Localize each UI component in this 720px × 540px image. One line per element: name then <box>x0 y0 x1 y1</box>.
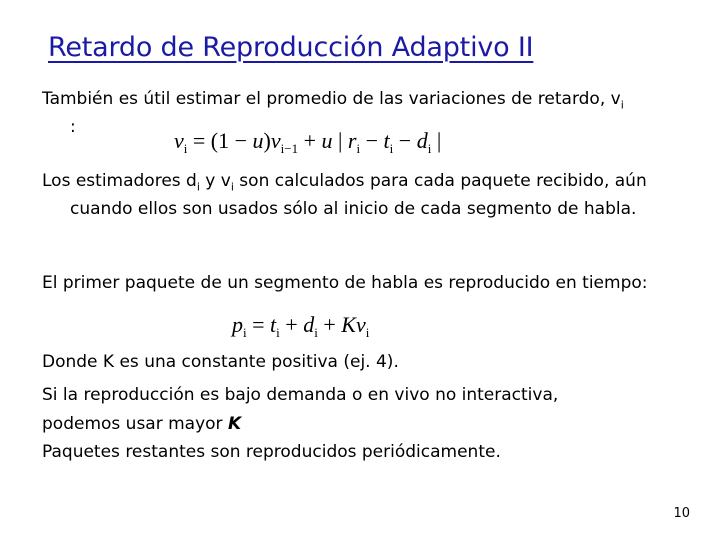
text-remaining-packets: Paquetes restantes son reproducidos periódicamente. <box>42 442 501 462</box>
formula-variation: $v_i = (1 - u)v_{i-1} + u$ | $r_i - t_i - d_i$ | <box>174 128 442 156</box>
paragraph-variation-estimate: También es útil estimar el promedio de las variaciones de retardo, $v_i$ : <box>42 89 624 138</box>
formula-playout: $p_i = t_i + d_i + Kv_i$ <box>232 312 370 340</box>
page-number: 10 <box>673 506 690 521</box>
paragraph-estimators: Los estimadores $d_i$ y $v_i$ son calculados para cada paquete recibido, aún cuando ellos son usados sólo al inicio de cada segmento de habla. <box>42 171 647 220</box>
slide-title: Retardo de Reproducción Adaptivo II <box>48 32 534 63</box>
text-larger-k: podemos usar mayor K <box>42 414 242 434</box>
text-on-demand: Si la reproducción es bajo demanda o en vivo no interactiva, <box>42 385 559 405</box>
paragraph-first-packet: El primer paquete de un segmento de habla es reproducido en tiempo: <box>42 273 648 293</box>
text-constant-k: Donde K es una constante positiva (ej. 4). <box>42 352 399 372</box>
